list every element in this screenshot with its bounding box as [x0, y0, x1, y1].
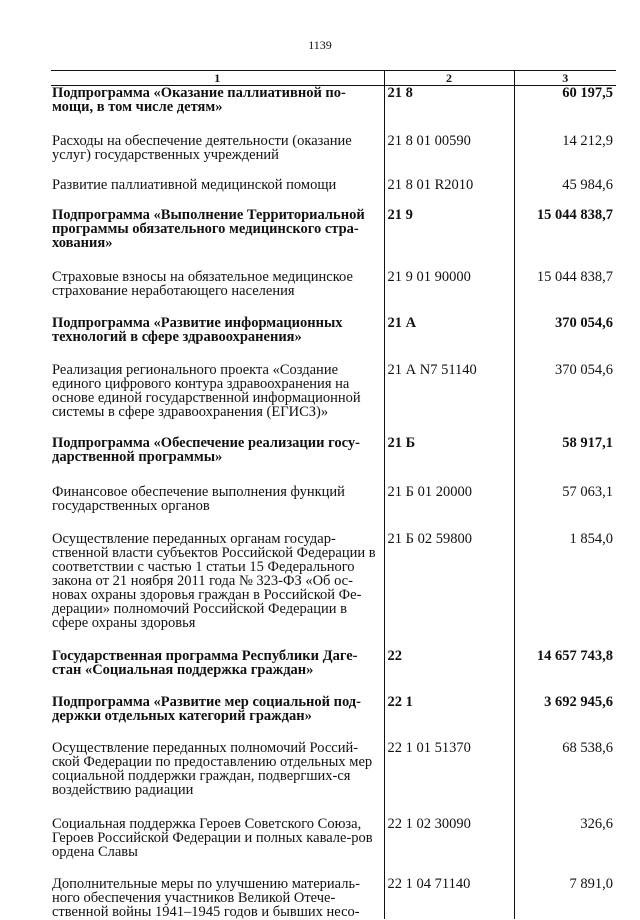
- row-amount-cell: 45 984,6: [562, 177, 613, 193]
- row-amount-cell: 3 692 945,6: [544, 694, 613, 710]
- row-name-cell: Подпрограмма «Оказание паллиативной по-мощи, в том числе детям»: [51, 86, 384, 135]
- row-name-cell: Дополнительные меры по улучшению материаль-ного обеспечения участников Великой Отече-ственной войны 1941–1945 годов и бывших несо-: [51, 877, 384, 919]
- table-row: [51, 363, 616, 436]
- row-amount-cell: 57 063,1: [562, 484, 613, 500]
- table-row: [51, 485, 616, 532]
- budget-table: [51, 70, 616, 919]
- row-code-cell: 21 Б 02 59800: [384, 532, 514, 649]
- table-row: [51, 532, 616, 649]
- row-code-cell: 21 8: [384, 86, 514, 135]
- row-amount-cell: 15 044 838,7: [536, 269, 613, 285]
- row-amount-cell: 58 917,1: [562, 435, 613, 451]
- table-row: [51, 877, 616, 919]
- row-name-cell: Социальная поддержка Героев Советского Союза, Героев Российской Федерации и полных кавале-ров ордена Славы: [51, 817, 384, 877]
- row-name-cell: Расходы на обеспечение деятельности (оказание услуг) государственных учреждений: [51, 134, 384, 178]
- table-row: [51, 741, 616, 817]
- table-row: [51, 270, 616, 316]
- row-amount-cell: 370 054,6: [555, 315, 613, 331]
- table-row: [51, 178, 616, 208]
- table-row: [51, 649, 616, 695]
- table-header-row: [51, 71, 616, 86]
- row-amount-cell: 370 054,6: [555, 362, 613, 378]
- header-name-column: 1: [51, 71, 384, 86]
- row-name-cell: Осуществление переданных полномочий Россий-ской Федерации по предоставлению отдельных мер социальной поддержки граждан, подвергших-ся воздействию радиации: [51, 741, 384, 817]
- row-code-cell: 21 Б 01 20000: [384, 485, 514, 532]
- row-code-cell: 22: [384, 649, 514, 695]
- row-amount-cell: 68 538,6: [562, 740, 613, 756]
- table-body: [51, 86, 616, 920]
- table-row: [51, 695, 616, 741]
- row-name-cell: Финансовое обеспечение выполнения функций государственных органов: [51, 485, 384, 532]
- row-code-cell: 22 1 01 51370: [384, 741, 514, 817]
- row-code-cell: 22 1 04 71140: [384, 877, 514, 919]
- row-amount-cell: 14 657 743,8: [536, 648, 613, 664]
- table-header: [51, 71, 616, 86]
- row-name-cell: Государственная программа Республики Даге-стан «Социальная поддержка граждан»: [51, 649, 384, 695]
- header-amount-column: 3: [514, 71, 616, 86]
- row-code-cell: 21 8 01 00590: [384, 134, 514, 178]
- page-number: 1139: [308, 38, 332, 52]
- header-code-column: 2: [384, 71, 514, 86]
- table-row: [51, 86, 616, 135]
- row-code-cell: 22 1: [384, 695, 514, 741]
- row-code-cell: 22 1 02 30090: [384, 817, 514, 877]
- row-amount-cell: 60 197,5: [562, 85, 613, 101]
- row-name-cell: Страховые взносы на обязательное медицинское страхование неработающего населения: [51, 270, 384, 316]
- table-row: [51, 817, 616, 877]
- row-code-cell: 21 А: [384, 316, 514, 363]
- row-amount-cell: 7 891,0: [569, 876, 613, 892]
- row-code-cell: 21 9 01 90000: [384, 270, 514, 316]
- row-amount-cell: 326,6: [580, 816, 613, 832]
- row-name-cell: Подпрограмма «Развитие информационных технологий в сфере здравоохранения»: [51, 316, 384, 363]
- table-row: [51, 436, 616, 485]
- row-name-cell: Подпрограмма «Выполнение Территориальной программы обязательного медицинского стра-хования»: [51, 208, 384, 270]
- table-row: [51, 208, 616, 270]
- table-row: [51, 316, 616, 363]
- row-amount-cell: 14 212,9: [562, 133, 613, 149]
- row-name-cell: Развитие паллиативной медицинской помощи: [51, 178, 384, 208]
- row-code-cell: 21 Б: [384, 436, 514, 485]
- row-name-cell: Подпрограмма «Развитие мер социальной под-держки отдельных категорий граждан»: [51, 695, 384, 741]
- row-name-cell: Реализация регионального проекта «Создание единого цифрового контура здравоохранения на основе единой государственной информационной системы в сфере здравоохранения (ЕГИСЗ)»: [51, 363, 384, 436]
- row-code-cell: 21 8 01 R2010: [384, 178, 514, 208]
- row-name-cell: Осуществление переданных органам государ-ственной власти субъектов Российской Федерации в соответствии с частью 1 статьи 15 Федерального закона от 21 ноября 2011 года № 323-ФЗ «Об ос-новах охраны здоровья граждан в Российской Фе-дерации» полномочий Российской Федерации в сфере охраны здоровья: [51, 532, 384, 649]
- row-amount-cell: 15 044 838,7: [536, 207, 613, 223]
- row-code-cell: 21 А N7 51140: [384, 363, 514, 436]
- table-row: [51, 134, 616, 178]
- row-name-cell: Подпрограмма «Обеспечение реализации госу-дарственной программы»: [51, 436, 384, 485]
- row-code-cell: 21 9: [384, 208, 514, 270]
- row-amount-cell: 1 854,0: [569, 531, 613, 547]
